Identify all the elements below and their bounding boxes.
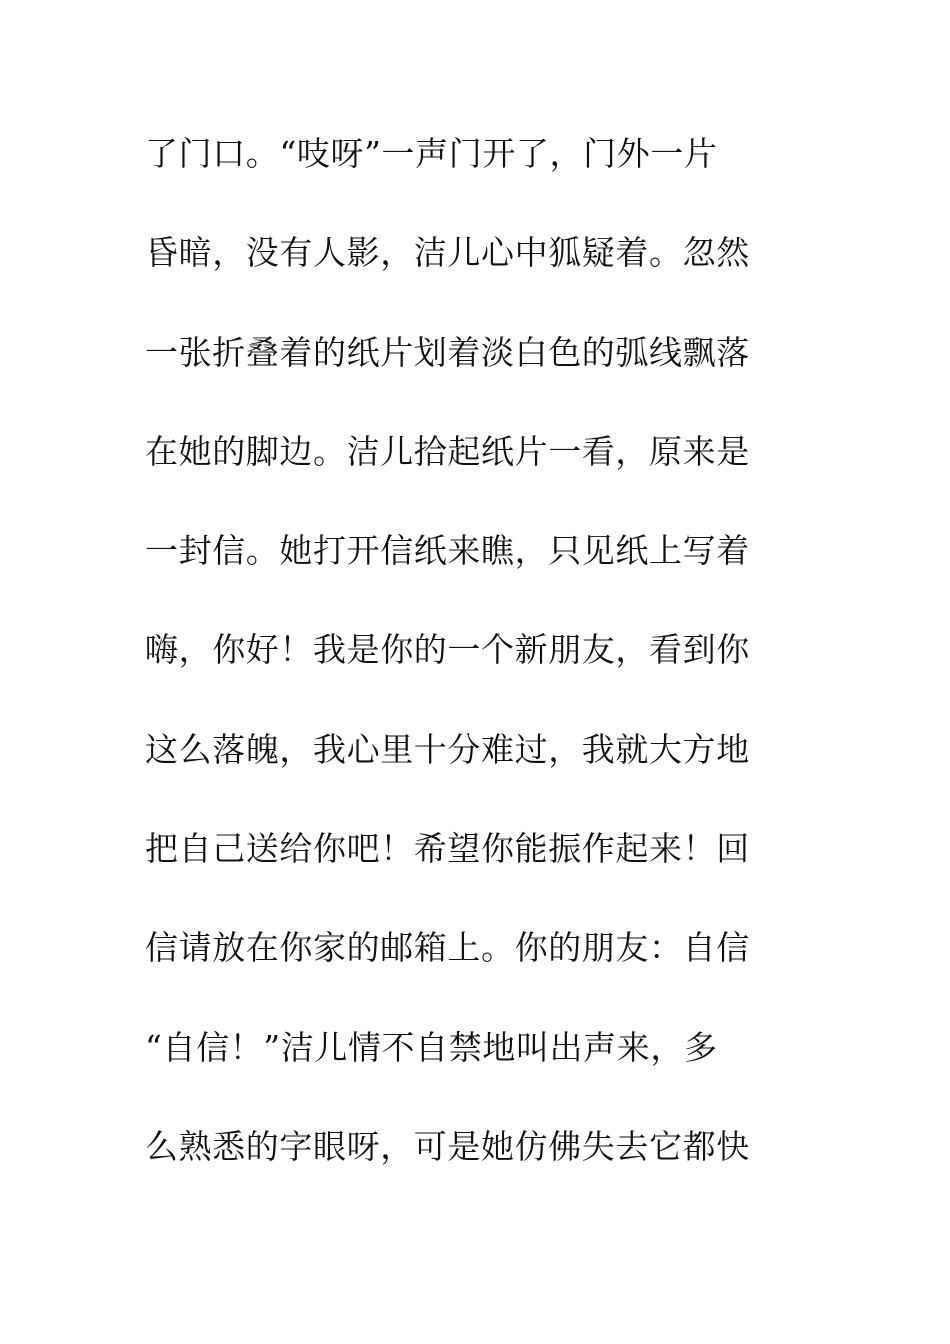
text-line: 在她的脚边。洁儿拾起纸片一看，原来是 bbox=[145, 431, 750, 471]
body-text bbox=[145, 124, 810, 1216]
text-line: 信请放在你家的邮箱上。你的朋友：自信 bbox=[145, 928, 750, 968]
text-line: 昏暗，没有人影，洁儿心中狐疑着。忽然 bbox=[145, 233, 750, 273]
text-line: 把自己送给你吧！希望你能振作起来！回 bbox=[145, 829, 750, 869]
text-line: 了门口。“吱呀”一声门开了，门外一片 bbox=[145, 134, 718, 173]
text-line: 这么落魄，我心里十分难过，我就大方地 bbox=[145, 729, 750, 769]
text-line: 么熟悉的字眼呀，可是她仿佛失去它都快 bbox=[145, 1126, 750, 1166]
text-line: 一张折叠着的纸片划着淡白色的弧线飘落 bbox=[145, 332, 750, 372]
text-line: 一封信。她打开信纸来瞧，只见纸上写着 bbox=[145, 531, 750, 571]
text-line: “自信！”洁儿情不自禁地叫出声来，多 bbox=[145, 1027, 718, 1067]
text-line: 嗨，你好！我是你的一个新朋友，看到你 bbox=[145, 630, 750, 670]
